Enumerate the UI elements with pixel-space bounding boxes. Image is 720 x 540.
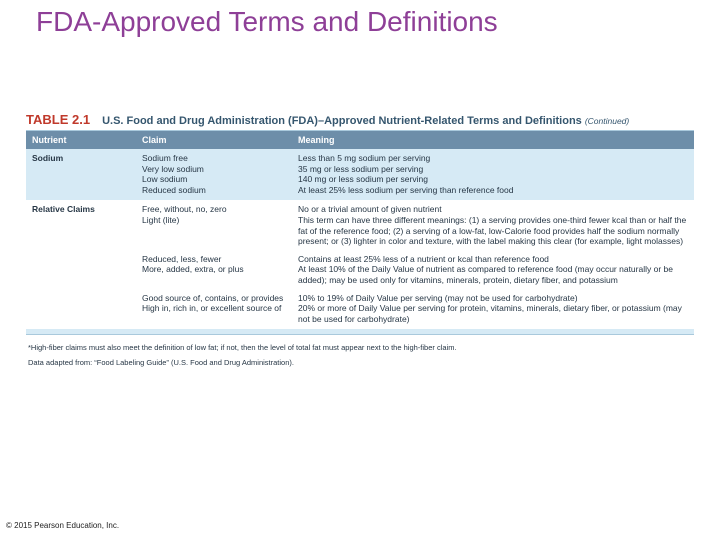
- slide-title: FDA-Approved Terms and Definitions: [36, 6, 498, 37]
- footnote-source: Data adapted from: “Food Labeling Guide” (U.S. Food and Drug Administration).: [28, 358, 294, 368]
- meaning-cell: 10% to 19% of Daily Value per serving (may not be used for carbohydrate): [292, 286, 694, 304]
- header-claim: Claim: [136, 131, 292, 149]
- copyright-notice: © 2015 Pearson Education, Inc.: [6, 521, 120, 530]
- meaning-cell: At least 25% less sodium per serving than reference food: [292, 185, 694, 201]
- table-row: [26, 303, 694, 329]
- meaning-cell: 20% or more of Daily Value per serving for protein, vitamins, minerals, dietary fiber, or potassium (may not be used for carbohydrate): [292, 303, 694, 329]
- nutrient-cell: Sodium: [26, 149, 136, 164]
- header-nutrient: Nutrient: [26, 131, 136, 149]
- meaning-cell: This term can have three different meanings: (1) a serving provides one-third fewer kcal than or half the fat of the reference food; (2) a serving of a low-fat, low-Calorie food provides half the sodium normally present; or (3) lighter in color and texture, with the label making this clear (for example, light molasses): [292, 215, 694, 247]
- table-row: [26, 149, 694, 164]
- table-row: [26, 185, 694, 201]
- claim-cell: High in, rich in, or excellent source of: [136, 303, 292, 329]
- meaning-cell: Less than 5 mg sodium per serving: [292, 149, 694, 164]
- footnote-fiber: *High-fiber claims must also meet the definition of low fat; if not, then the level of total fat must appear next to the high-fiber claim.: [28, 343, 457, 353]
- sodium-group: [26, 149, 694, 200]
- nutrient-terms-table: [26, 112, 694, 367]
- table-row: [26, 164, 694, 175]
- nutrient-cell: [26, 164, 136, 175]
- nutrient-cell: [26, 215, 136, 247]
- table-title-text: U.S. Food and Drug Administration (FDA)–Approved Nutrient-Related Terms and Definitions: [102, 115, 582, 127]
- nutrient-cell: [26, 247, 136, 265]
- claim-cell: More, added, extra, or plus: [136, 264, 292, 285]
- claim-cell: Reduced, less, fewer: [136, 247, 292, 265]
- nutrient-cell: Relative Claims: [26, 200, 136, 215]
- claim-cell: Very low sodium: [136, 164, 292, 175]
- table-caption: [26, 112, 694, 131]
- relative-claims-group: [26, 200, 694, 329]
- table-row: [26, 264, 694, 285]
- table-row: [26, 174, 694, 185]
- table-row: [26, 247, 694, 265]
- header-row: [26, 131, 694, 149]
- nutrient-cell: [26, 264, 136, 285]
- meaning-cell: At least 10% of the Daily Value of nutrient as compared to reference food (may occur naturally or be added); may be used only for vitamins, minerals, protein, dietary fiber, and potassium: [292, 264, 694, 285]
- table-row: [26, 215, 694, 247]
- claim-cell: Light (lite): [136, 215, 292, 247]
- claim-cell: Reduced sodium: [136, 185, 292, 201]
- meaning-cell: 35 mg or less sodium per serving: [292, 164, 694, 175]
- nutrient-cell: [26, 286, 136, 304]
- table-row: [26, 286, 694, 304]
- table-label: TABLE 2.1: [26, 112, 91, 127]
- nutrient-cell: [26, 185, 136, 201]
- table-row: [26, 200, 694, 215]
- header-meaning: Meaning: [292, 131, 694, 149]
- meaning-cell: No or a trivial amount of given nutrient: [292, 200, 694, 215]
- table-continued-note: (Continued): [584, 116, 630, 126]
- terms-table: [26, 131, 694, 329]
- nutrient-cell: [26, 174, 136, 185]
- table-title: [102, 115, 629, 127]
- claim-cell: Sodium free: [136, 149, 292, 164]
- claim-cell: Good source of, contains, or provides: [136, 286, 292, 304]
- claim-cell: Free, without, no, zero: [136, 200, 292, 215]
- meaning-cell: Contains at least 25% less of a nutrient or kcal than reference food: [292, 247, 694, 265]
- meaning-cell: 140 mg or less sodium per serving: [292, 174, 694, 185]
- table-bottom-rule: [26, 329, 694, 335]
- nutrient-cell: [26, 303, 136, 329]
- claim-cell: Low sodium: [136, 174, 292, 185]
